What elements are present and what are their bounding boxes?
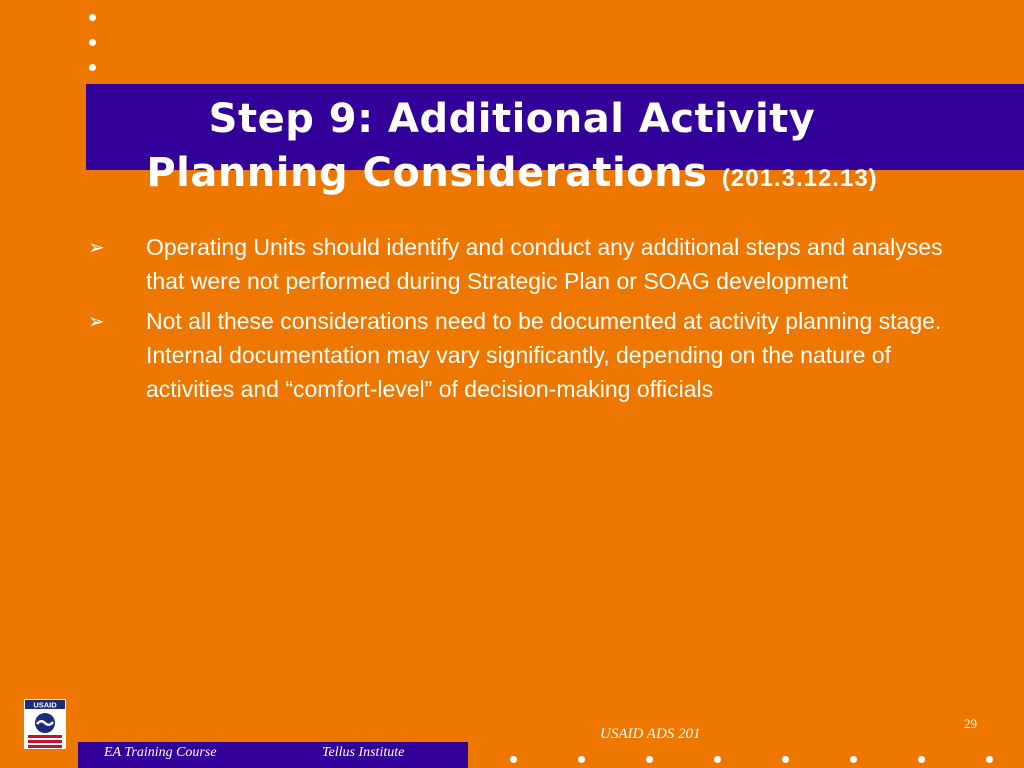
bullet-text: Operating Units should identify and conduct any additional steps and analyses that were not performed during Strategic Plan or SOAG development (146, 234, 943, 294)
decorative-dot (782, 756, 789, 763)
decorative-dot (646, 756, 653, 763)
title-line-2-text: Planning Considerations (146, 150, 708, 196)
decorative-dot (510, 756, 517, 763)
decorative-dot (714, 756, 721, 763)
arrow-bullet-icon: ➢ (88, 309, 105, 333)
decorative-dot (89, 39, 96, 46)
logo-text: USAID (33, 700, 57, 710)
bullet-item (84, 304, 944, 406)
decorative-dot (89, 14, 96, 21)
decorative-dot (578, 756, 585, 763)
title-line-2 (0, 146, 1024, 206)
decorative-dot (850, 756, 857, 763)
slide-title (0, 92, 1024, 206)
title-reference: (201.3.12.13) (721, 165, 878, 192)
bullet-list (84, 230, 944, 412)
decorative-dot (986, 756, 993, 763)
decorative-dot (918, 756, 925, 763)
decorative-dot (89, 64, 96, 71)
usaid-logo (24, 699, 66, 749)
footer-institute-label: Tellus Institute (322, 745, 405, 760)
arrow-bullet-icon: ➢ (88, 235, 105, 259)
footer-ads-label: USAID ADS 201 (600, 726, 701, 742)
footer-course-label: EA Training Course (104, 745, 217, 760)
bullet-text: Not all these considerations need to be documented at activity planning stage. Internal documentation may vary significantly, depending on the nature of activities and “comfort-level” of decision-making officials (146, 308, 942, 402)
title-line-1: Step 9: Additional Activity (208, 96, 816, 142)
page-number: 29 (964, 716, 977, 731)
bullet-item (84, 230, 944, 298)
